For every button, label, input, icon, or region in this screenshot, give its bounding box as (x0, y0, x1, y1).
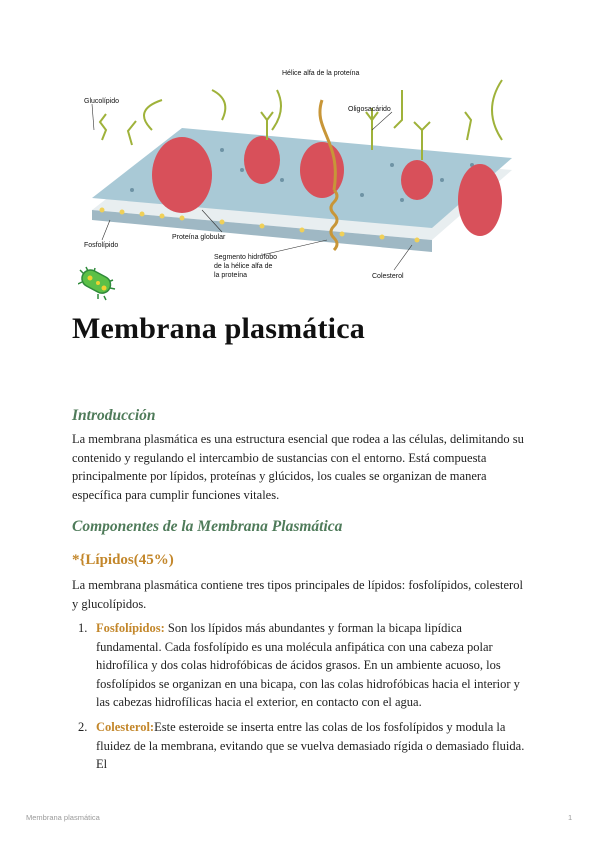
protein-5 (458, 164, 502, 236)
membrane-drawing (72, 70, 528, 286)
bacterium-icon (78, 266, 118, 302)
term-colesterol: Colesterol: (96, 719, 155, 734)
protein-2 (244, 136, 280, 184)
intro-text: La membrana plasmática es una estructura esencial que rodea a las células, delimitando su contenido y regulando el intercambio de sustancias con el entorno. Está compuesta principalmente por lípidos, proteínas y glúcidos, los cuales se organizan de manera específica para cumplir funciones vitales. (72, 432, 524, 502)
label-segmento-2: de la hélice alfa de (214, 263, 273, 270)
list-number: 2. (78, 719, 88, 734)
lipids-text: La membrana plasmática contiene tres tipos principales de lípidos: fosfolípidos, colesterol y glucolípidos. (72, 578, 523, 611)
label-glucolipido: Glucolípido (84, 98, 120, 105)
colesterol-text: Este esteroide se inserta entre las colas de los fosfolípidos y modula la fluidez de la membrana, evitando que se vuelva demasiado rígida o demasiado fluida. El (96, 719, 525, 772)
label-helix-top: Hélice alfa de la proteína (282, 70, 360, 77)
label-segmento-3: la proteína (214, 272, 248, 279)
list-item-fosfolipidos (72, 619, 528, 712)
components-heading: Componentes de la Membrana Plasmática (72, 518, 343, 535)
footer-title: Membrana plasmática (26, 813, 100, 822)
list-item-colesterol (72, 718, 528, 774)
protein-3 (300, 142, 344, 198)
membrane-illustration (72, 70, 528, 286)
protein-4 (401, 160, 433, 200)
label-proteina-globular: Proteína globular (172, 234, 226, 241)
page-title: Membrana plasmática (72, 312, 365, 345)
label-fosfolipido: Fosfolípido (84, 242, 119, 249)
fosfolipidos-text: Son los lípidos más abundantes y forman la bicapa lipídica fundamental. Cada fosfolípido es una molécula anfipática con una cabeza polar hidrofílica y dos colas hidrofóbicas de ácidos grasos. En un ambiente acuoso, los fosfolípidos se organizan en una bicapa, con las colas hidrofóbicas hacia el interior y las cabezas hidrofílicas hacia el exterior, en contacto con el agua. (96, 621, 520, 710)
lipids-heading: *{Lípidos(45%) (72, 552, 174, 568)
term-fosfolipidos: Fosfolípidos: (96, 621, 165, 635)
label-oligosacarido: Oligosacárido (348, 106, 391, 113)
lipid-list (72, 619, 528, 780)
list-number: 1. (78, 621, 88, 635)
intro-heading: Introducción (72, 407, 156, 424)
label-colesterol: Colesterol (372, 273, 404, 280)
label-segmento-1: Segmento hidrófobo (214, 254, 278, 261)
protein-globular (152, 137, 212, 213)
footer-page-number: 1 (568, 813, 573, 822)
